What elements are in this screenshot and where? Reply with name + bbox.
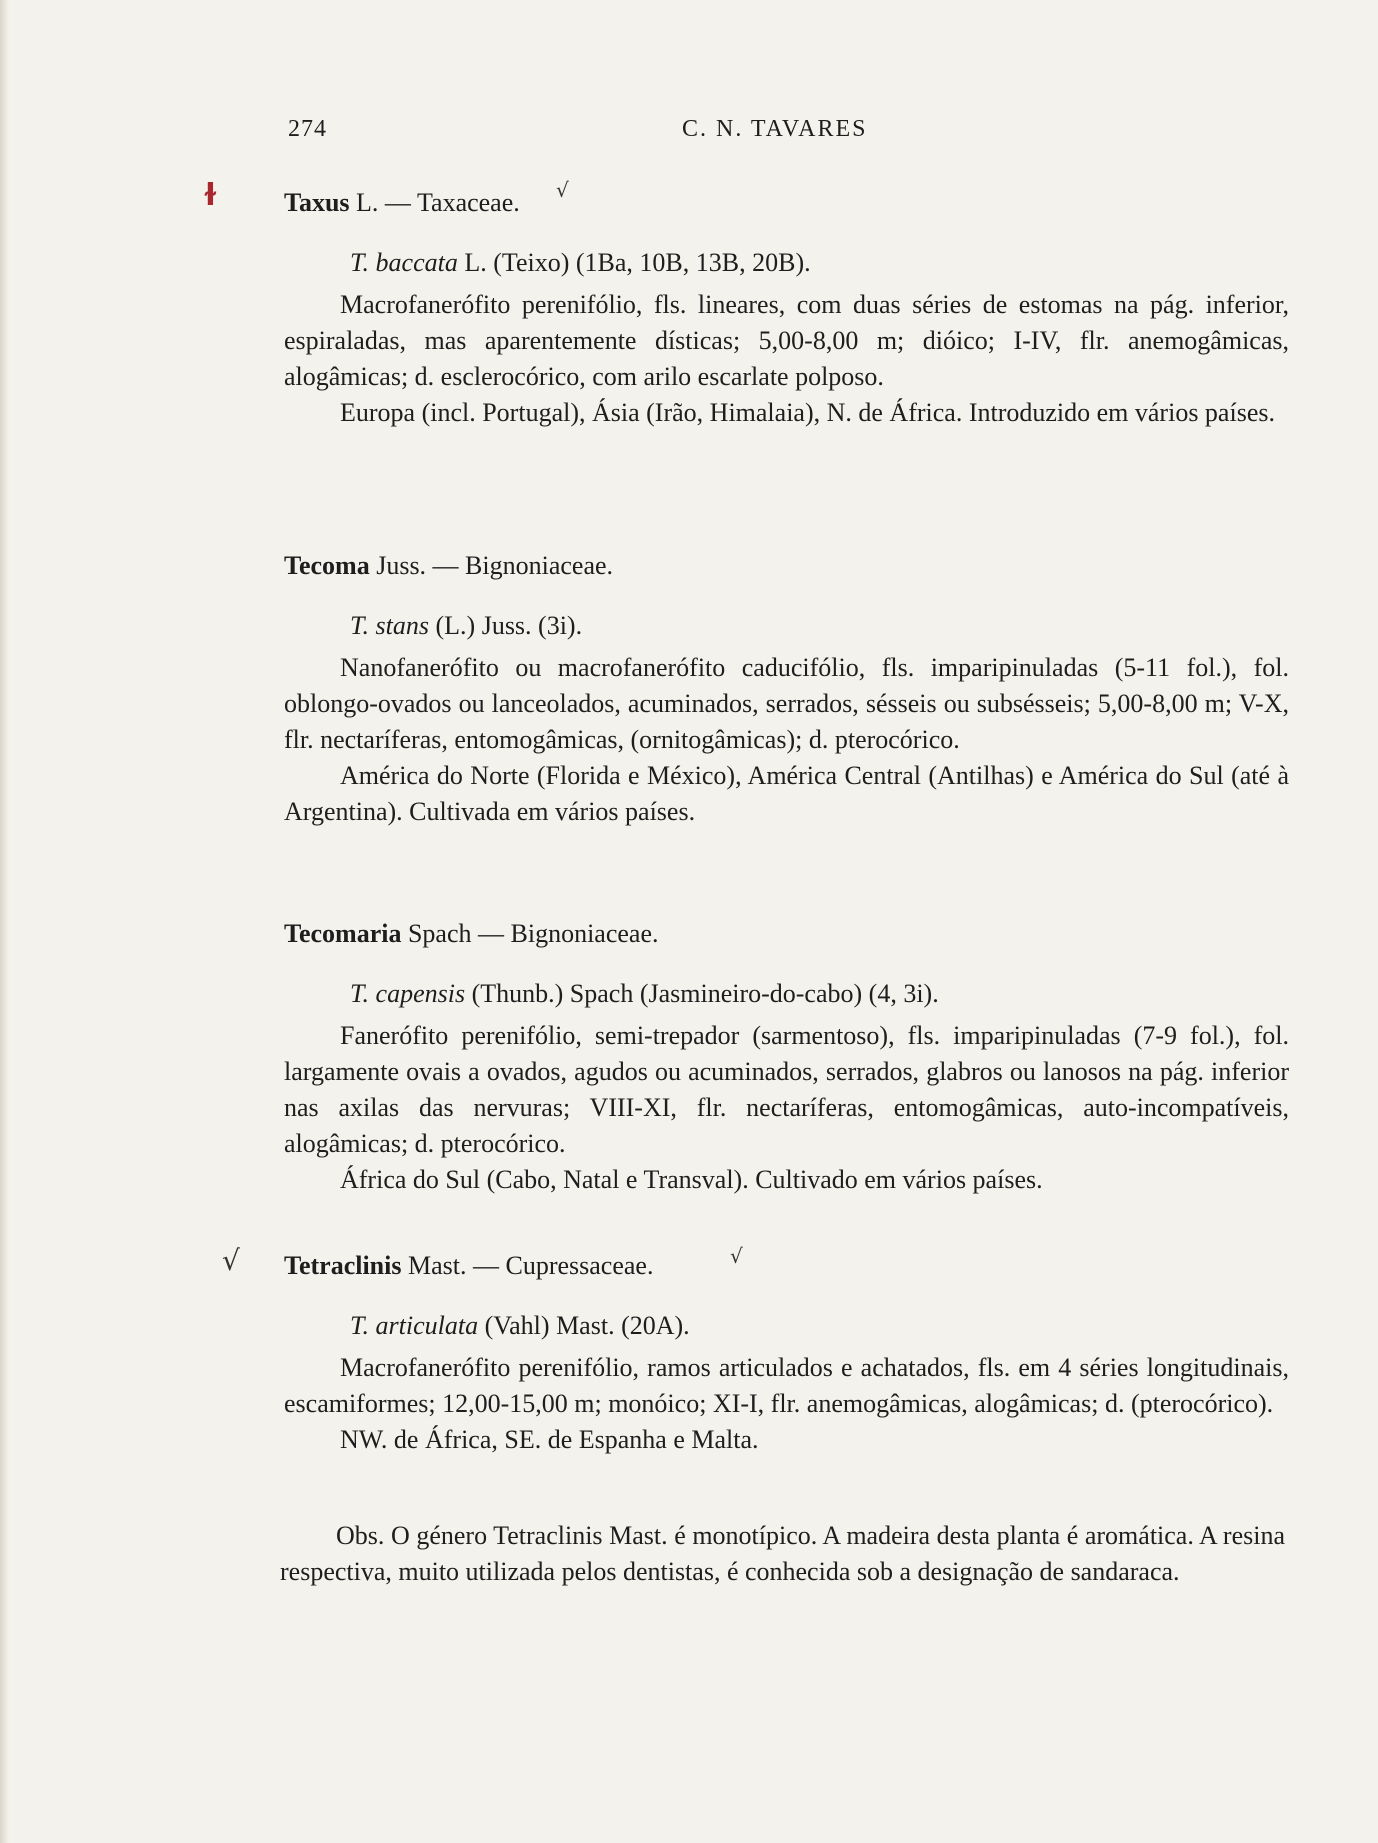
genus-name: Tecoma (284, 551, 370, 580)
species-name: T. capensis (350, 979, 466, 1008)
margin-tick-mark: ɫ (202, 178, 219, 213)
species-distribution: Europa (incl. Portugal), Ásia (Irão, Himalaia), N. de África. Introduzido em vários países. (340, 398, 1275, 427)
species-detail: (L.) Juss. (3i). (435, 611, 583, 640)
genus-authority: Mast. — Cupressaceae. (407, 1251, 654, 1280)
genus-name: Tetraclinis (284, 1251, 402, 1280)
entry-taxus (284, 185, 1289, 431)
species-heading (350, 976, 1289, 1012)
page-edge-shadow (0, 0, 9, 1843)
genus-name: Tecomaria (284, 919, 402, 948)
entry-tetraclinis (284, 1248, 1289, 1458)
genus-authority: Spach — Bignoniaceae. (407, 919, 659, 948)
species-heading (350, 245, 1289, 281)
genus-authority: L. — Taxaceae. (356, 188, 520, 217)
species-heading (350, 1308, 1289, 1344)
species-heading (350, 608, 1289, 644)
check-mark: √ (556, 178, 569, 202)
margin-check-mark: √ (222, 1244, 240, 1277)
observation-note: Obs. O género Tetraclinis Mast. é monotípico. A madeira desta planta é aromática. A resina respectiva, muito utilizada pelos dentistas, é conhecida sob a designação de sandaraca. (280, 1521, 1285, 1586)
species-description: Fanerófito perenifólio, semi-trepador (sarmentoso), fls. imparipinuladas (7-9 fol.), fol. largamente ovais a ovados, agudos ou acuminados, serrados, glabros ou lanosos na pág. inferior nas axilas das nervuras; VIII-XI, flr. nectaríferas, entomogâmicas, auto-incompatíveis, alogâmicas; d. pterocórico. (284, 1021, 1289, 1158)
species-detail: (Vahl) Mast. (20A). (484, 1311, 690, 1340)
page-header (288, 116, 1118, 148)
check-mark: √ (730, 1244, 743, 1268)
genus-heading (284, 916, 1289, 952)
species-detail: (Thunb.) Spach (Jasmineiro-do-cabo) (4, 3i). (471, 979, 939, 1008)
entry-tecoma (284, 548, 1289, 830)
running-head-author: C. N. TAVARES (682, 116, 868, 142)
genus-heading (284, 185, 1289, 221)
species-distribution: América do Norte (Florida e México), América Central (Antilhas) e América do Sul (até à Argentina). Cultivada em vários países. (284, 761, 1289, 826)
entry-tecomaria (284, 916, 1289, 1198)
species-distribution: África do Sul (Cabo, Natal e Transval). Cultivado em vários países. (340, 1165, 1043, 1194)
page-number: 274 (288, 116, 327, 142)
species-name: T. baccata (350, 248, 458, 277)
genus-authority: Juss. — Bignoniaceae. (376, 551, 614, 580)
species-name: T. stans (350, 611, 429, 640)
species-description: Macrofanerófito perenifólio, ramos articulados e achatados, fls. em 4 séries longitudinais, escamiformes; 12,00-15,00 m; monóico; XI-I, flr. anemogâmicas, alogâmicas; d. (pterocórico). (284, 1353, 1289, 1418)
genus-heading (284, 1248, 1289, 1284)
genus-name: Taxus (284, 188, 350, 217)
genus-heading (284, 548, 1289, 584)
species-distribution: NW. de África, SE. de Espanha e Malta. (340, 1425, 759, 1454)
species-name: T. articulata (350, 1311, 479, 1340)
species-detail: L. (Teixo) (1Ba, 10B, 13B, 20B). (464, 248, 811, 277)
species-description: Macrofanerófito perenifólio, fls. lineares, com duas séries de estomas na pág. inferior, espiraladas, mas aparentemente dísticas; 5,00-8,00 m; dióico; I-IV, flr. anemogâmicas, alogâmicas; d. esclerocórico, com arilo escarlate polposo. (284, 290, 1289, 391)
species-description: Nanofanerófito ou macrofanerófito caducifólio, fls. imparipinuladas (5-11 fol.), fol. oblongo-ovados ou lanceolados, acuminados, serrados, sésseis ou subsésseis; 5,00-8,00 m; V-X, flr. nectaríferas, entomogâmicas, (ornitogâmicas); d. pterocórico. (284, 653, 1289, 754)
